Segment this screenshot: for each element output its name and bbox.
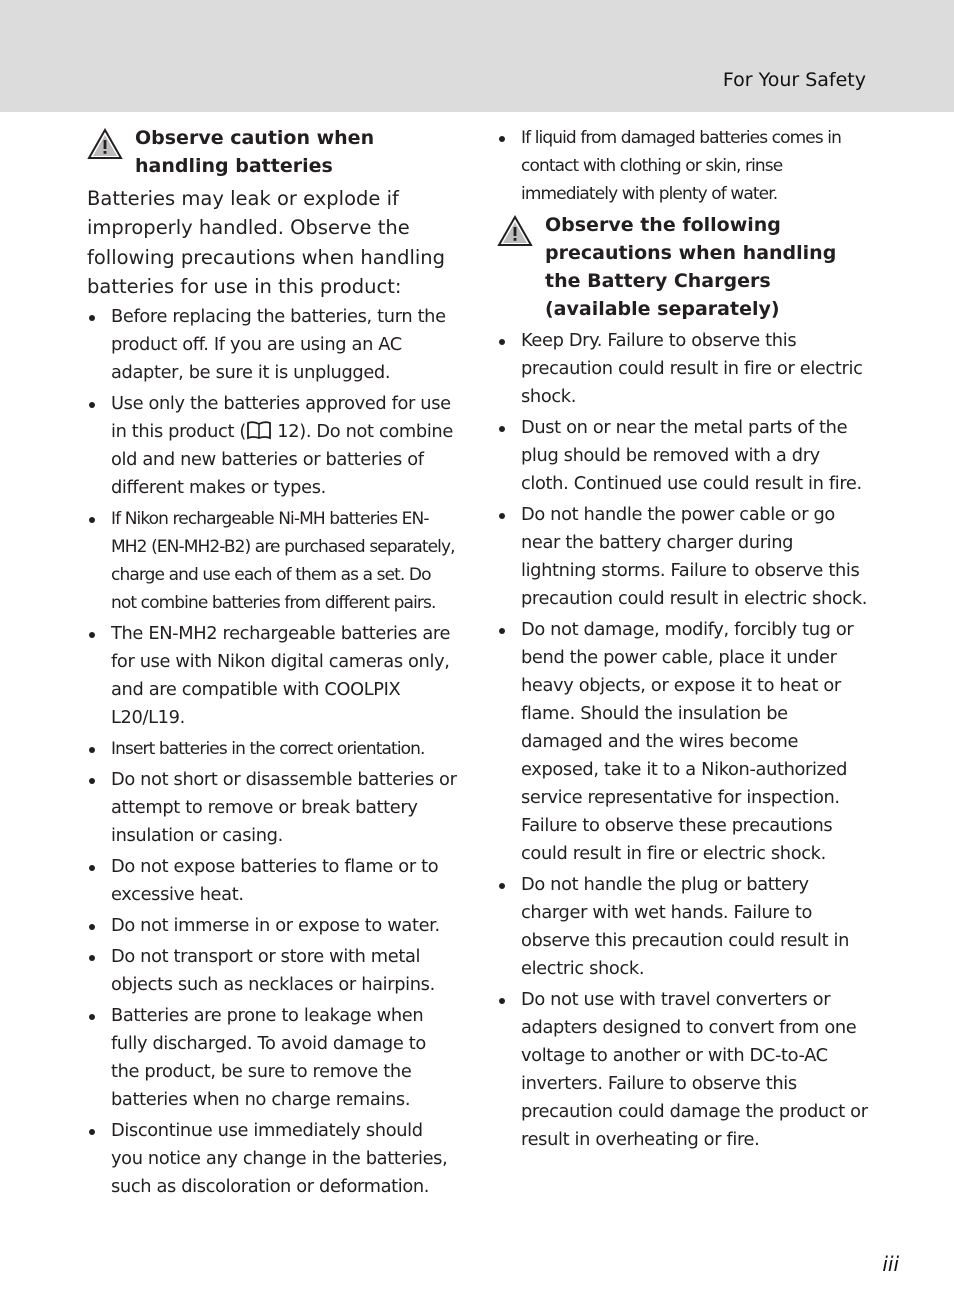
list-item: Do not handle the power cable or go near the battery charger during lightning storms. Failure to observe this precaution could result in electric shock. <box>497 501 869 613</box>
charger-precautions-list <box>497 327 869 1154</box>
list-item: If liquid from damaged batteries comes in contact with clothing or skin, rinse immediately with plenty of water. <box>497 124 869 208</box>
list-item: The EN-MH2 rechargeable batteries are for use with Nikon digital cameras only, and are compatible with COOLPIX L20/L19. <box>87 620 459 732</box>
book-reference-icon <box>246 420 272 440</box>
list-item: Do not immerse in or expose to water. <box>87 912 459 940</box>
list-item: Do not expose batteries to flame or to excessive heat. <box>87 853 459 909</box>
warning-triangle-icon <box>87 128 123 160</box>
list-item-text: Use only the batteries approved for use in this product ( <box>111 393 451 443</box>
list-item: Discontinue use immediately should you notice any change in the batteries, such as discoloration or deformation. <box>87 1117 459 1201</box>
list-item <box>87 390 459 502</box>
list-item: Do not damage, modify, forcibly tug or bend the power cable, place it under heavy objects, or expose it to heat or flame. Should the insulation be damaged and the wires become exposed, take it to a Nikon-authorized service representative for inspection. Failure to observe these precautions could result in fire or electric shock. <box>497 616 869 868</box>
battery-precautions-continued <box>497 124 869 208</box>
warning-triangle-icon <box>497 215 533 247</box>
heading-text: Observe the following precautions when handling the Battery Chargers (available separately) <box>545 214 837 320</box>
list-item: Do not use with travel converters or adapters designed to convert from one voltage to another or with DC-to-AC inverters. Failure to observe this precaution could damage the product or result in overheating or fire. <box>497 986 869 1154</box>
right-column <box>497 124 869 1157</box>
intro-paragraph: Batteries may leak or explode if improperly handled. Observe the following precautions when handling batteries for use in this product: <box>87 187 446 298</box>
list-item: Do not handle the plug or battery charger with wet hands. Failure to observe this precaution could result in electric shock. <box>497 871 869 983</box>
list-item-text-tail: 12). Do not combine old and new batteries or batteries of different makes or types. <box>111 421 453 499</box>
list-item: Batteries are prone to leakage when fully discharged. To avoid damage to the product, be sure to remove the batteries when no charge remains. <box>87 1002 459 1114</box>
list-item: Keep Dry. Failure to observe this precaution could result in fire or electric shock. <box>497 327 869 411</box>
page-number: iii <box>882 1252 899 1276</box>
caution-heading-chargers <box>497 211 869 323</box>
header-band <box>0 0 954 112</box>
heading-text: Observe caution when handling batteries <box>135 127 375 177</box>
caution-heading-batteries <box>87 124 459 180</box>
list-item: Insert batteries in the correct orientation. <box>87 735 459 763</box>
list-item: If Nikon rechargeable Ni-MH batteries EN-MH2 (EN-MH2-B2) are purchased separately, charge and use each of them as a set. Do not combine batteries from different pairs. <box>87 505 459 617</box>
left-column <box>87 124 459 1204</box>
section-title: For Your Safety <box>722 69 866 91</box>
list-item: Do not short or disassemble batteries or attempt to remove or break battery insulation or casing. <box>87 766 459 850</box>
battery-precautions-list <box>87 303 459 1201</box>
list-item: Dust on or near the metal parts of the plug should be removed with a dry cloth. Continued use could result in fire. <box>497 414 869 498</box>
list-item: Do not transport or store with metal objects such as necklaces or hairpins. <box>87 943 459 999</box>
list-item: Before replacing the batteries, turn the product off. If you are using an AC adapter, be sure it is unplugged. <box>87 303 459 387</box>
